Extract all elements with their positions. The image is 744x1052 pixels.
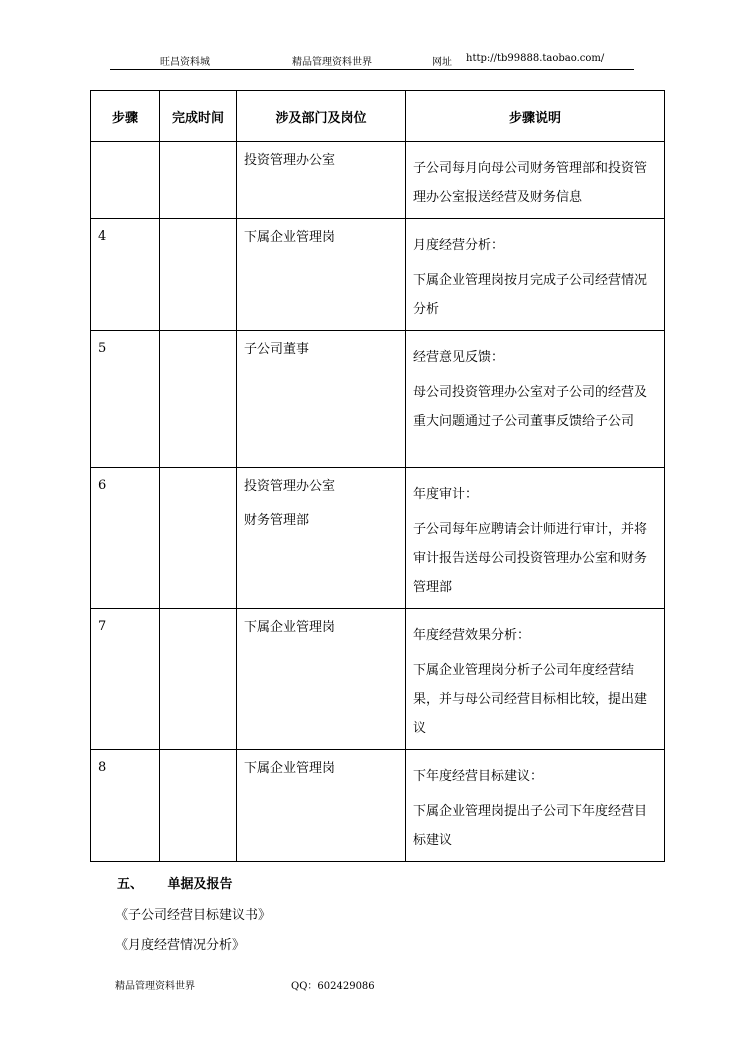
description-text: 母公司投资管理办公室对子公司的经营及重大问题通过子公司董事反馈给子公司 [413,385,648,429]
department-name: 子公司董事 [244,342,310,357]
footer-brand: 精品管理资料世界 [115,981,195,992]
document-item: 《月度经营情况分析》 [115,938,246,953]
column-header-step: 步骤 [91,91,160,142]
table-header-row [91,91,665,142]
table-row [91,219,665,331]
description-cell [406,468,665,609]
table-row [91,142,665,219]
column-header-time: 完成时间 [160,91,237,142]
table-row [91,750,665,862]
header-brand: 精品管理资料世界 [292,57,372,68]
step-number-cell: 4 [91,219,160,331]
completion-time-cell [160,750,237,862]
department-name: 下属企业管理岗 [244,761,336,776]
completion-time-cell [160,468,237,609]
department-cell [237,609,406,750]
table-row [91,468,665,609]
department-name: 财务管理部 [244,513,310,528]
document-item: 《子公司经营目标建议书》 [115,908,272,923]
description-cell [406,609,665,750]
section-heading [117,873,233,892]
column-header-description: 步骤说明 [406,91,665,142]
step-number-cell: 8 [91,750,160,862]
header-url-label: 网址 [432,57,452,68]
description-title: 月度经营分析： [413,238,505,253]
description-title: 经营意见反馈： [413,350,505,365]
department-name: 下属企业管理岗 [244,230,336,245]
department-name: 投资管理办公室 [244,479,336,494]
description-cell [406,331,665,468]
department-cell [237,468,406,609]
description-text: 下属企业管理岗提出子公司下年度经营目标建议 [413,804,648,848]
description-text: 子公司每月向母公司财务管理部和投资管理办公室报送经营及财务信息 [413,161,648,205]
completion-time-cell [160,142,237,219]
step-number-cell [91,142,160,219]
description-cell [406,142,665,219]
description-text: 子公司每年应聘请会计师进行审计，并将审计报告送母公司投资管理办公室和财务管理部 [413,522,648,595]
completion-time-cell [160,609,237,750]
section-title: 单据及报告 [167,877,233,892]
department-cell [237,750,406,862]
header-url-link[interactable]: http://tb99888.taobao.com/ [466,53,605,64]
description-title: 下年度经营目标建议： [413,769,544,784]
process-steps-table [90,90,665,862]
step-number-cell: 6 [91,468,160,609]
section-number: 五、 [117,877,144,892]
completion-time-cell [160,331,237,468]
description-text: 下属企业管理岗分析子公司年度经营结果，并与母公司经营目标相比较，提出建议 [413,663,648,736]
department-cell [237,331,406,468]
department-name: 下属企业管理岗 [244,620,336,635]
description-title: 年度审计： [413,487,479,502]
description-cell [406,750,665,862]
footer-qq: QQ：602429086 [291,981,375,992]
description-title: 年度经营效果分析： [413,628,531,643]
department-cell [237,142,406,219]
description-text: 下属企业管理岗按月完成子公司经营情况分析 [413,273,648,317]
table-row [91,609,665,750]
header-shop-name: 旺昌资料城 [160,57,210,68]
department-cell [237,219,406,331]
completion-time-cell [160,219,237,331]
table-row [91,331,665,468]
column-header-department: 涉及部门及岗位 [237,91,406,142]
description-cell [406,219,665,331]
step-number-cell: 7 [91,609,160,750]
page-header [110,53,634,70]
department-name: 投资管理办公室 [244,153,336,168]
step-number-cell: 5 [91,331,160,468]
